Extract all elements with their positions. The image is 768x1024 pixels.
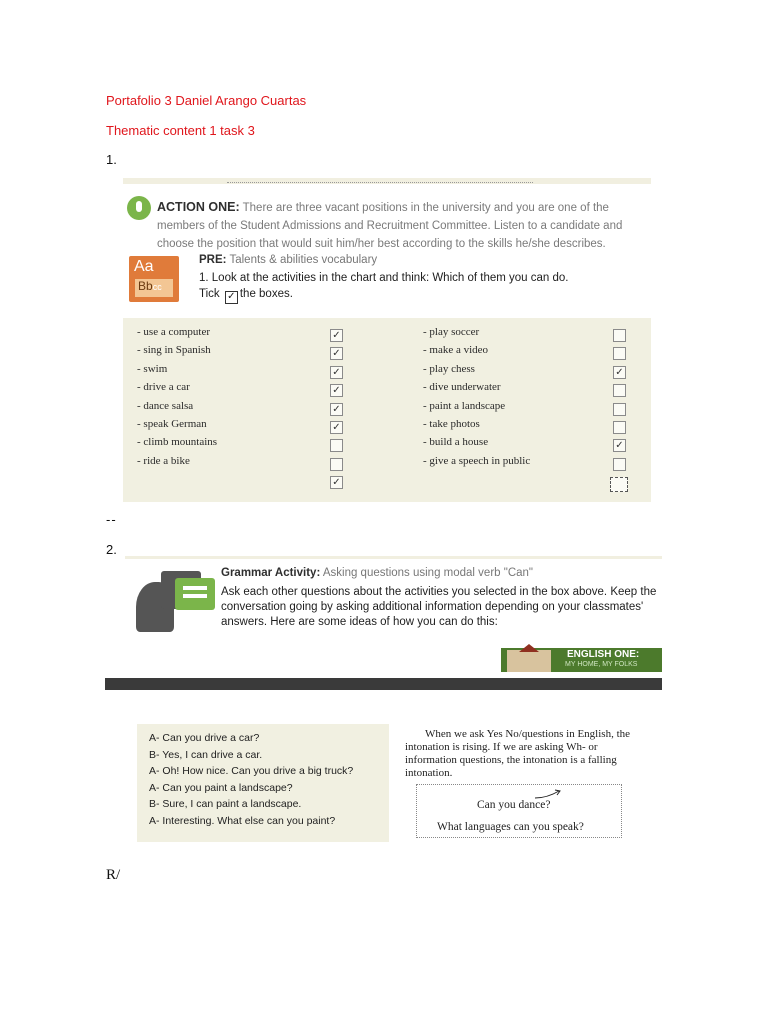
activity-checkbox-left-5[interactable]: ✓ (330, 421, 343, 434)
grammar-heading (221, 567, 533, 579)
activity-checkbox-right-6[interactable]: ✓ (613, 439, 626, 452)
instruction (199, 270, 568, 304)
pre-text: Talents & abilities vocabulary (229, 254, 378, 266)
activities-chart (123, 318, 651, 502)
house-icon (507, 650, 551, 672)
speech-bubble-green-icon (175, 578, 215, 610)
microphone-icon (127, 196, 151, 220)
activity-right-1: - make a video (423, 344, 489, 357)
action-one-description: There are three vacant positions in the university and you are one of the members of the Student Admissions and Recruitment Committee. Listen to a candidate and choose the position that would suit him/her best according to the skills he/she describes. (157, 202, 623, 250)
activity-right-3: - dive underwater (423, 381, 501, 394)
activity-left-7: - ride a bike (137, 454, 190, 467)
instruction-line: 1. Look at the activities in the chart and think: Which of them you can do. (199, 272, 569, 284)
activity-checkbox-right-7[interactable] (613, 458, 626, 471)
activity-left-6: - climb mountains (137, 436, 218, 449)
grammar-subtitle: Asking questions using modal verb "Can" (322, 567, 534, 579)
dialogue-line: A- Can you paint a landscape? (149, 781, 293, 794)
activity-left-0: - use a computer (137, 326, 210, 338)
activity-left-4: - dance salsa (137, 399, 194, 412)
activity-checkbox-right-2[interactable]: ✓ (613, 366, 626, 379)
brand-title: ENGLISH ONE: (567, 649, 640, 660)
dialogue-line: B- Yes, I can drive a car. (149, 748, 263, 761)
dialogue-line: A- Interesting. What else can you paint? (149, 815, 336, 827)
activity-checkbox-right-3[interactable] (613, 384, 626, 397)
grammar-activity-image (105, 556, 662, 690)
activity-checkbox-left-4[interactable]: ✓ (330, 403, 343, 416)
wh-example: What languages can you speak? (437, 821, 584, 833)
intonation-examples-box (416, 784, 622, 838)
action-one-image (123, 178, 651, 502)
grammar-title: Grammar Activity: (221, 567, 321, 579)
yes-no-example: Can you dance? (477, 799, 551, 811)
activity-left-3: - drive a car (137, 381, 190, 394)
activity-checkbox-left-1[interactable]: ✓ (330, 347, 343, 360)
activity-checkbox-left-2[interactable]: ✓ (330, 366, 343, 379)
dialogue-box (137, 724, 389, 842)
intonation-description: When we ask Yes No/questions in English, the intonation is rising. If we are asking Wh- or information questions, the intonation is a falling intonation. (405, 728, 631, 779)
document-title: Portafolio 3 Daniel Arango Cuartas (106, 93, 307, 108)
activity-right-4: - paint a landscape (423, 399, 506, 412)
english-one-banner (501, 648, 662, 672)
pre-label: PRE: (199, 254, 227, 266)
activity-checkbox-left-3[interactable]: ✓ (330, 384, 343, 397)
activity-right-0: - play soccer (423, 326, 480, 338)
dialogue-line: B- Sure, I can paint a landscape. (149, 798, 302, 811)
activity-checkbox-left-6[interactable] (330, 439, 343, 452)
separator-marker: -- (106, 512, 117, 527)
activity-right-7: - give a speech in public (423, 454, 531, 467)
activity-right-6: - build a house (423, 436, 489, 449)
action-one-text (157, 198, 651, 253)
brand-subtitle: MY HOME, MY FOLKS (565, 661, 638, 668)
action-one-title: ACTION ONE: (157, 200, 240, 214)
answer-label: R/ (106, 867, 121, 883)
activity-right-2: - play chess (423, 362, 475, 375)
activity-checkbox-right-0[interactable] (613, 329, 626, 342)
dialogue-line: A- Oh! How nice. Can you drive a big truck? (149, 765, 354, 778)
pre-heading (199, 254, 377, 266)
activity-checkbox-left-7[interactable] (330, 458, 343, 471)
tick-after: the boxes. (239, 288, 293, 300)
top-rule (125, 556, 662, 559)
activity-right-5: - take photos (423, 418, 480, 430)
intonation-text (405, 728, 641, 780)
activity-left-5: - speak German (137, 418, 207, 430)
dotted-rule (227, 178, 533, 183)
icon-bb (135, 279, 173, 297)
activity-checkbox-right-5[interactable] (613, 421, 626, 434)
activity-checkbox-left-0[interactable]: ✓ (330, 329, 343, 342)
icon-bb-text: Bb (138, 279, 153, 293)
tick-before: Tick (199, 288, 220, 300)
extra-checkbox-left[interactable]: ✓ (330, 476, 343, 489)
icon-cc: cc (152, 282, 162, 292)
activity-checkbox-right-4[interactable] (613, 403, 626, 416)
dark-rule (105, 678, 662, 690)
item-number-2: 2. (106, 542, 117, 557)
document-subtitle: Thematic content 1 task 3 (106, 123, 255, 138)
dialogue-line: A- Can you drive a car? (149, 732, 260, 744)
vocabulary-book-icon (129, 256, 179, 302)
item-number-1: 1. (106, 152, 117, 167)
activity-left-1: - sing in Spanish (137, 344, 211, 357)
activity-left-2: - swim (137, 362, 168, 375)
activity-checkbox-right-1[interactable] (613, 347, 626, 360)
icon-aa: Aa (134, 258, 154, 275)
grammar-text: Ask each other questions about the activities you selected in the box above. Keep the conversation going by asking additional information depending on your classmates' answers. Here are some ideas of how you can do this: (221, 586, 657, 628)
tick-sample-checkbox: ✓ (225, 291, 238, 304)
tick-line (199, 286, 568, 304)
extra-checkbox-right[interactable] (610, 477, 628, 492)
